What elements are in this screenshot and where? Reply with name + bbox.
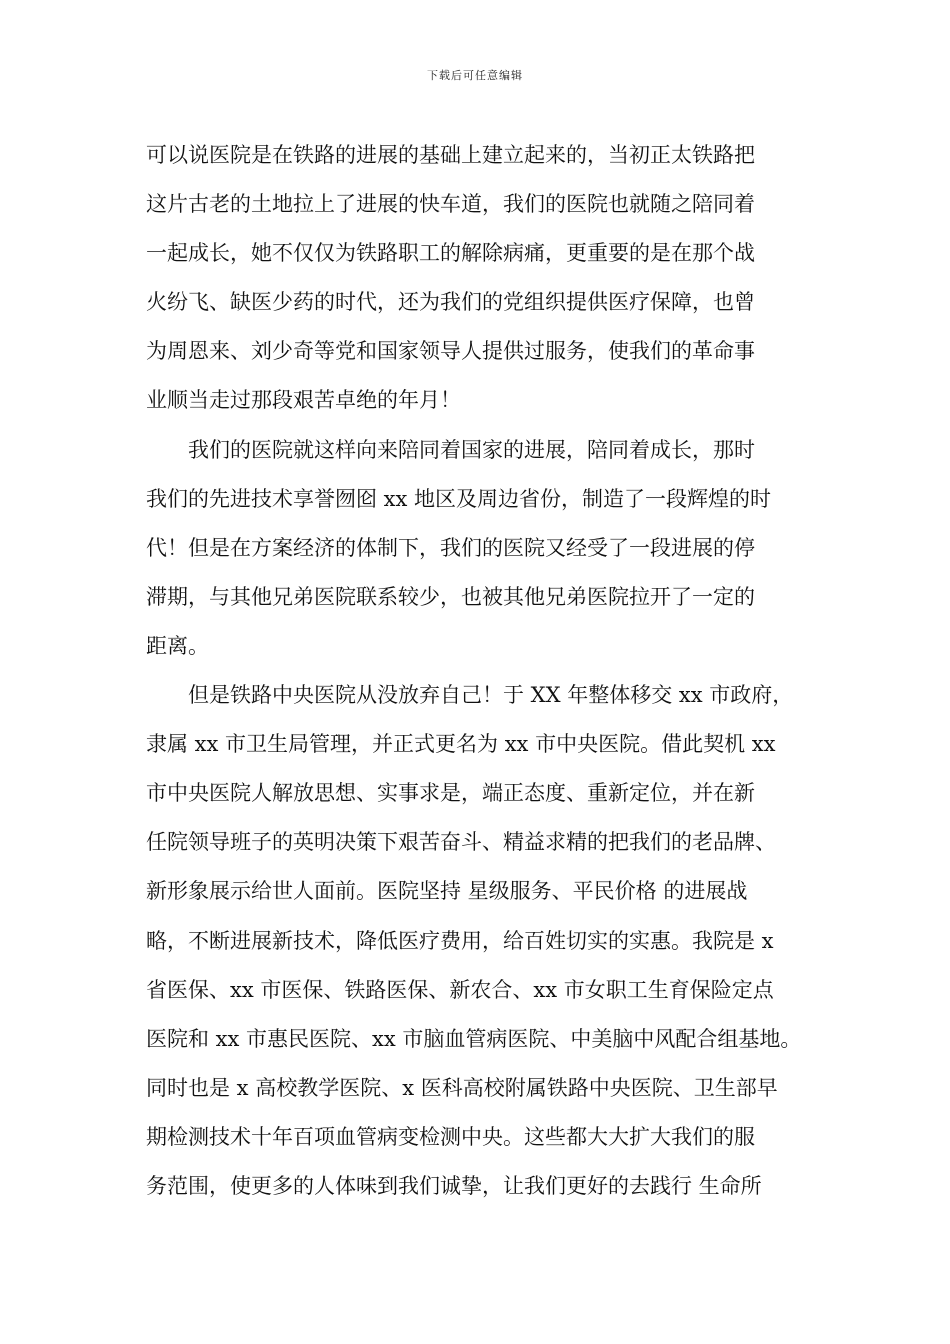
paragraph-line: 距离。	[146, 633, 209, 658]
paragraph-line: 务范围，使更多的人体味到我们诚挚，让我们更好的去践行 生命所	[146, 1173, 762, 1198]
page-header: 下载后可任意编辑	[427, 69, 523, 82]
paragraph-line: 新形象展示给世人面前。医院坚持 星级服务、平民价格 的进展战	[146, 879, 748, 904]
paragraph-line: 这片古老的土地拉上了进展的快车道，我们的医院也就随之陪同着	[146, 192, 755, 217]
paragraph-line: 业顺当走过那段艰苦卓绝的年月！	[146, 388, 461, 413]
paragraph-line: 一起成长，她不仅仅为铁路职工的解除病痛，更重要的是在那个战	[146, 241, 755, 266]
paragraph-line: 隶属 xx 市卫生局管理，并正式更名为 xx 市中央医院。借此契机 xx	[146, 732, 776, 757]
paragraph-line: 同时也是 x 高校教学医院、x 医科高校附属铁路中央医院、卫生部早	[146, 1075, 778, 1100]
paragraph-1	[146, 131, 810, 426]
paragraph-line: 为周恩来、刘少奇等党和国家领导人提供过服务，使我们的革命事	[146, 339, 755, 364]
paragraph-line: 火纷飞、缺医少药的时代，还为我们的党组织提供医疗保障，也曾	[146, 290, 755, 315]
paragraph-line: 任院领导班子的英明决策下艰苦奋斗、精益求精的把我们的老品牌、	[146, 830, 776, 855]
document-body	[146, 131, 810, 1211]
paragraph-line: 医院和 xx 市惠民医院、xx 市脑血管病医院、中美脑中风配合组基地。	[146, 1026, 802, 1051]
paragraph-line: 市中央医院人解放思想、实事求是，端正态度、重新定位，并在新	[146, 781, 755, 806]
paragraph-line: 但是铁路中央医院从没放弃自己！于 XX 年整体移交 xx 市政府，	[188, 683, 794, 708]
paragraph-line: 期检测技术十年百项血管病变检测中央。这些都大大扩大我们的服	[146, 1124, 755, 1149]
paragraph-line: 可以说医院是在铁路的进展的基础上建立起来的，当初正太铁路把	[146, 143, 755, 167]
paragraph-line: 我们的医院就这样向来陪同着国家的进展，陪同着成长，那时	[188, 437, 755, 462]
paragraph-line: 我们的先进技术享誉囫囵 xx 地区及周边省份，制造了一段辉煌的时	[146, 486, 772, 511]
paragraph-line: 滞期，与其他兄弟医院联系较少，也被其他兄弟医院拉开了一定的	[146, 584, 755, 609]
paragraph-line: 略，不断进展新技术，降低医疗费用，给百姓切实的实惠。我院是 x	[146, 928, 774, 953]
paragraph-line: 省医保、xx 市医保、铁路医保、新农合、xx 市女职工生育保险定点	[146, 977, 774, 1002]
paragraph-line: 代！但是在方案经济的体制下，我们的医院又经受了一段进展的停	[146, 535, 755, 560]
paragraph-2	[146, 426, 810, 671]
paragraph-3	[146, 671, 810, 1211]
